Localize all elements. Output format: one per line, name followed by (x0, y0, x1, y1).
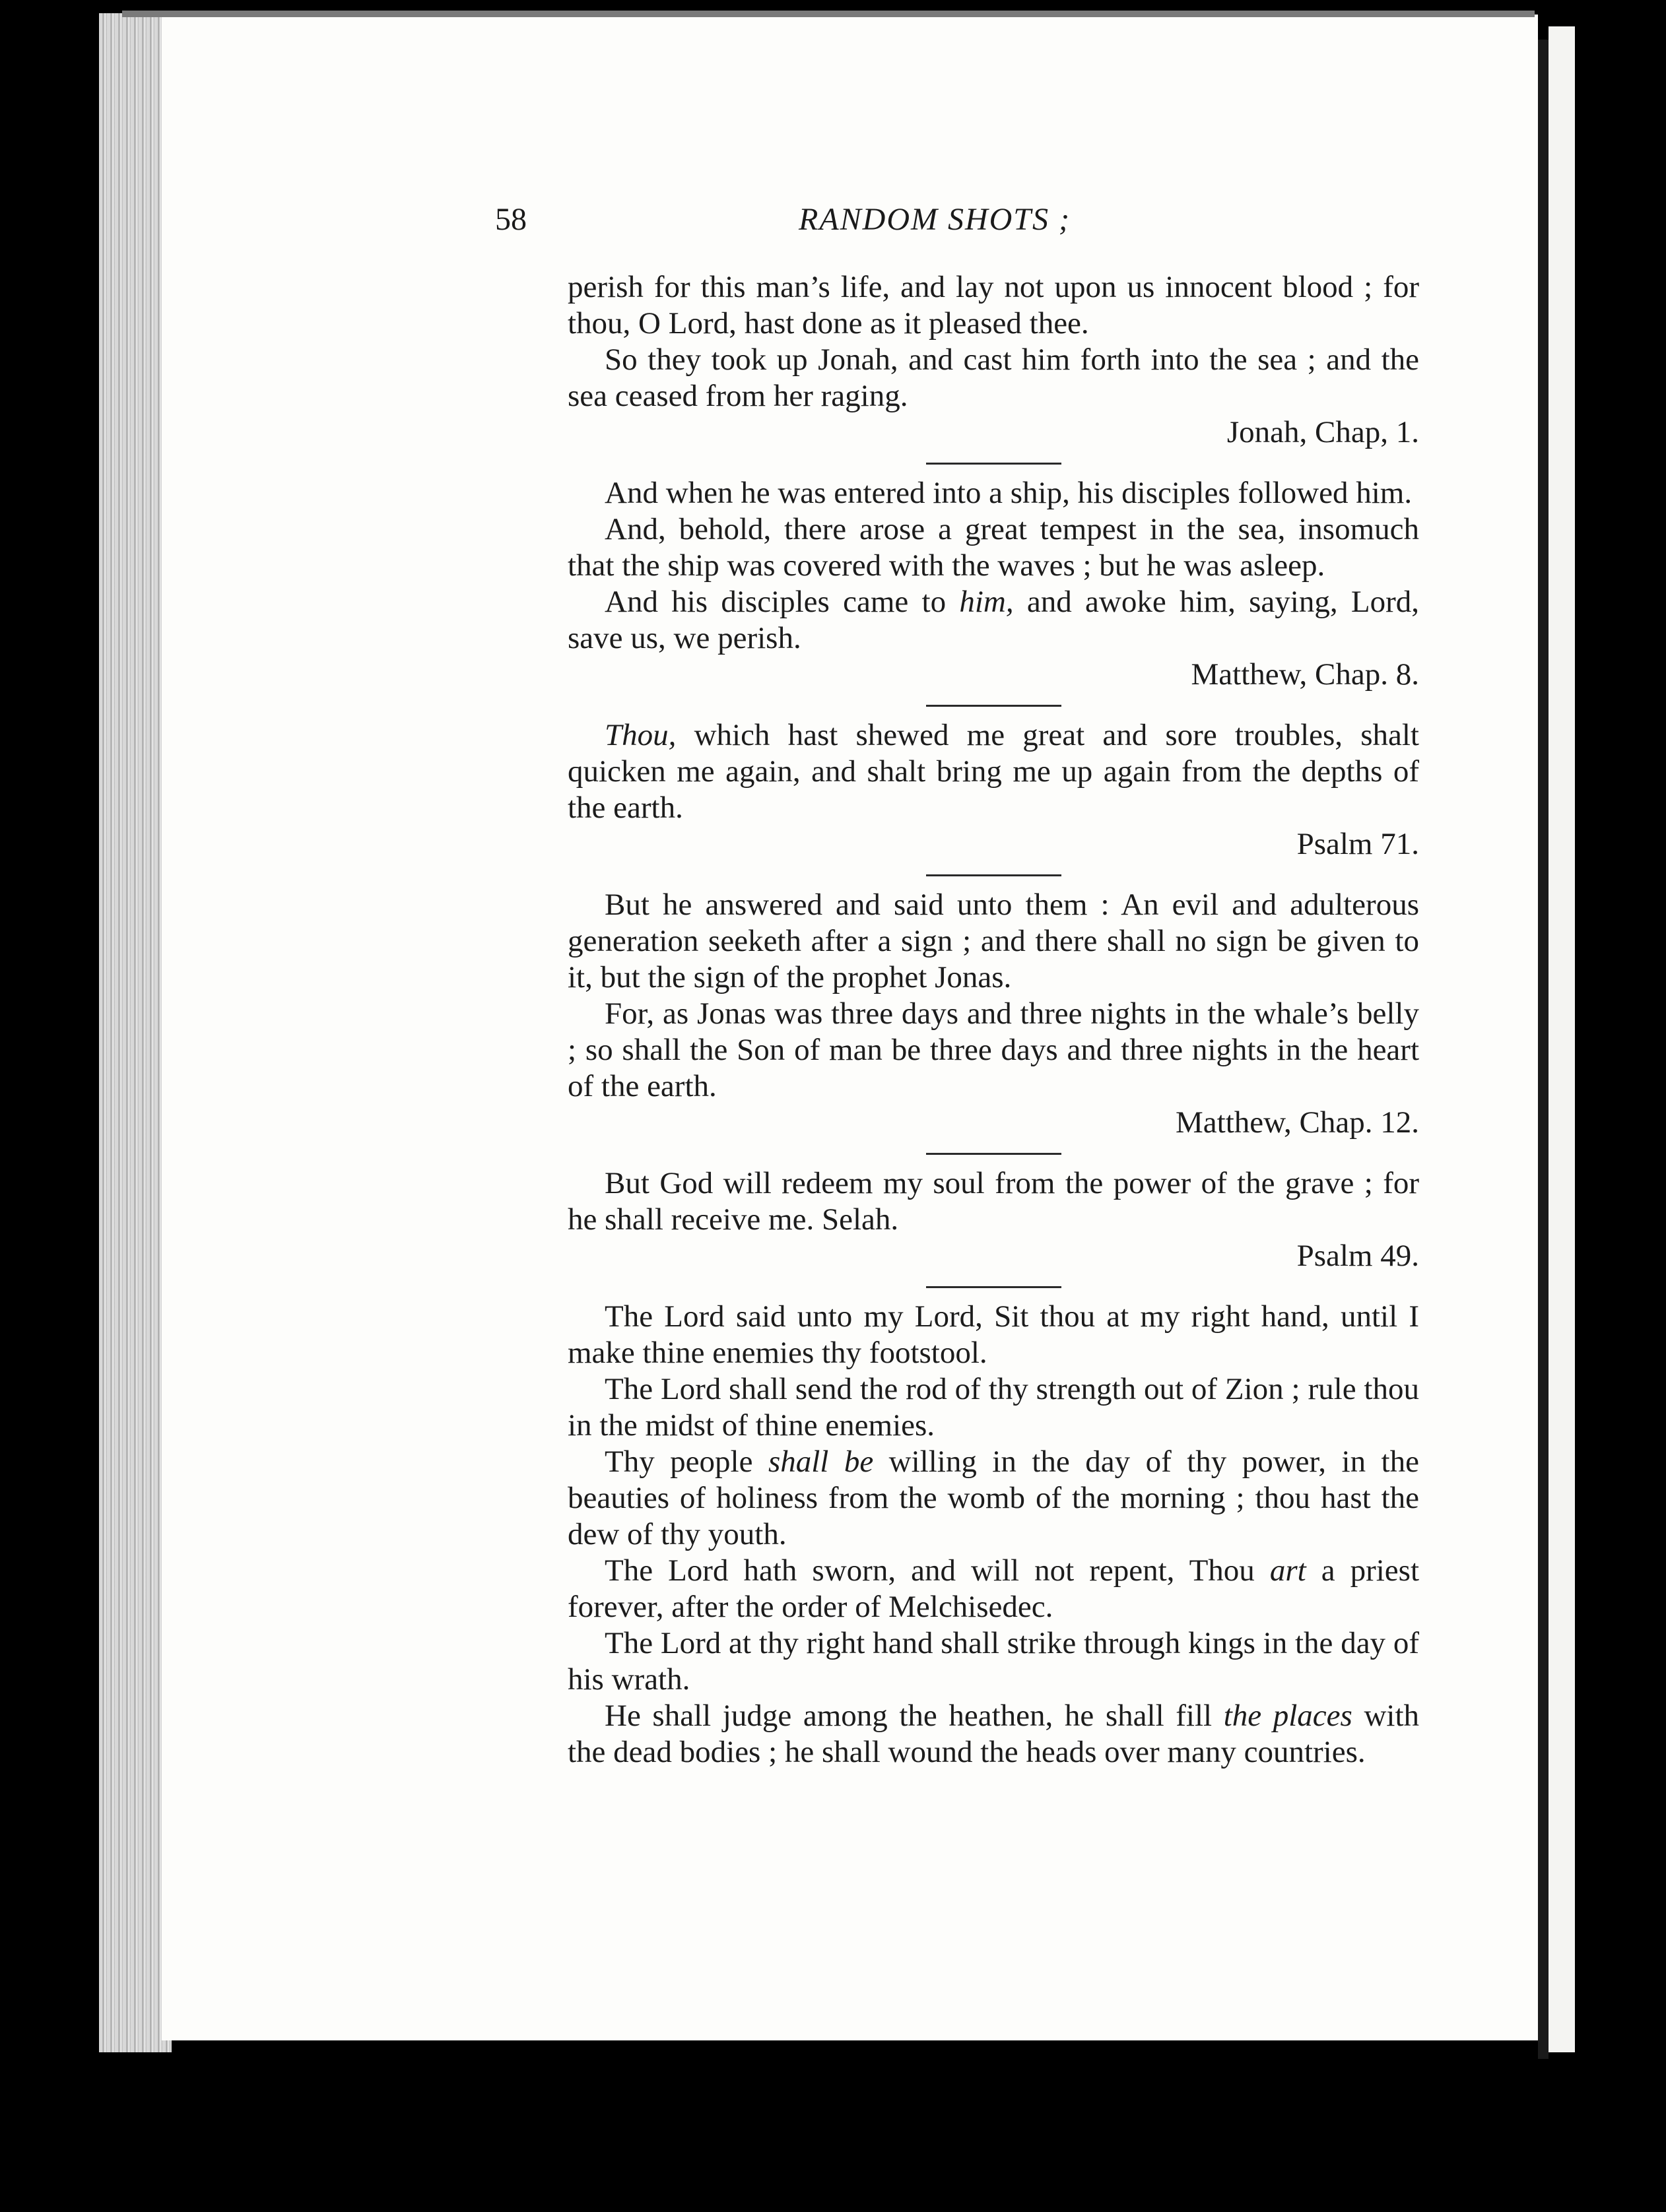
paragraph: And when he was entered into a ship, his disciples followed him. (605, 476, 1413, 510)
italic-text: the places (1223, 1699, 1352, 1733)
text-column (568, 269, 1419, 1771)
paragraph: But he answered and said unto them : An evil and adulterous generation seeketh after a sign ; and there shall no sign be given to it, but the sign of the prophet Jonas. (568, 888, 1419, 994)
text-run: and awoke him, saying, Lord, save us, we perish. (568, 585, 1419, 655)
citation: Matthew, Chap. 12. (1176, 1105, 1419, 1140)
section-divider (926, 1286, 1061, 1288)
section-divider (926, 874, 1061, 876)
italic-text: him, (959, 585, 1014, 619)
passage-psalm-110 (568, 1299, 1419, 1771)
paragraph: The Lord said unto my Lord, Sit thou at my right hand, until I make thine enemies thy footstool. (568, 1299, 1419, 1370)
paragraph: The Lord shall send the rod of thy strength out of Zion ; rule thou in the midst of thine enemies. (568, 1372, 1419, 1443)
citation: Psalm 71. (1296, 827, 1419, 861)
passage-matthew-8 (568, 475, 1419, 693)
italic-text: shall be (768, 1445, 874, 1479)
paragraph: But God will redeem my soul from the power of the grave ; for he shall receive me. Selah. (568, 1166, 1419, 1237)
paragraph (568, 1444, 1419, 1553)
paragraph: perish for this man’s life, and lay not upon us innocent blood ; for thou, O Lord, hast done as it pleased thee. (568, 270, 1419, 341)
section-divider (926, 463, 1061, 465)
paragraph: For, as Jonas was three days and three nights in the whale’s belly ; so shall the Son of man be three days and three nights in the heart of the earth. (568, 996, 1419, 1103)
section-divider (926, 705, 1061, 707)
paragraph: The Lord at thy right hand shall strike through kings in the day of his wrath. (568, 1626, 1419, 1697)
text-run: a priest forever, after the order of Melchisedec. (568, 1553, 1420, 1624)
facing-page-edge (1549, 26, 1575, 2052)
running-head: RANDOM SHOTS ; (799, 202, 1071, 237)
citation: Psalm 49. (1296, 1239, 1419, 1273)
passage-jonah (568, 269, 1419, 451)
page-gutter-shadow (1538, 40, 1549, 2059)
paragraph (568, 1553, 1419, 1625)
text-run: Thy people (605, 1445, 768, 1479)
text-run: The Lord hath sworn, and will not repent, Thou (605, 1553, 1270, 1588)
citation: Matthew, Chap. 8. (1191, 657, 1419, 692)
paragraph (568, 584, 1419, 657)
paragraph (568, 1698, 1419, 1771)
passage-matthew-12 (568, 887, 1419, 1141)
italic-text: art (1269, 1553, 1306, 1588)
passage-psalm-49 (568, 1165, 1419, 1274)
page-header (495, 201, 1426, 254)
paragraph: So they took up Jonah, and cast him forth into the sea ; and the sea ceased from her raging. (568, 342, 1419, 413)
text-run: He shall judge among the heathen, he shall fill (605, 1699, 1224, 1733)
paragraph: And, behold, there arose a great tempest in the sea, insomuch that the ship was covered with the waves ; but he was asleep. (568, 512, 1419, 583)
book-page-edges (99, 13, 172, 2052)
passage-psalm-71 (568, 717, 1419, 862)
page-number: 58 (495, 202, 527, 237)
paragraph (568, 717, 1419, 826)
text-run: with the dead bodies ; he shall wound the heads over many countries. (568, 1699, 1420, 1769)
italic-text: Thou, (605, 718, 677, 752)
text-run: willing in the day of thy power, in the beauties of holiness from the womb of the morning ; thou hast the dew of thy youth. (568, 1445, 1419, 1551)
citation: Jonah, Chap, 1. (1226, 415, 1419, 449)
section-divider (926, 1153, 1061, 1155)
text-run: which hast shewed me great and sore troubles, shalt quicken me again, and shalt bring me up again from the depths of the earth. (568, 718, 1419, 825)
text-run: And his disciples came to (605, 585, 960, 619)
